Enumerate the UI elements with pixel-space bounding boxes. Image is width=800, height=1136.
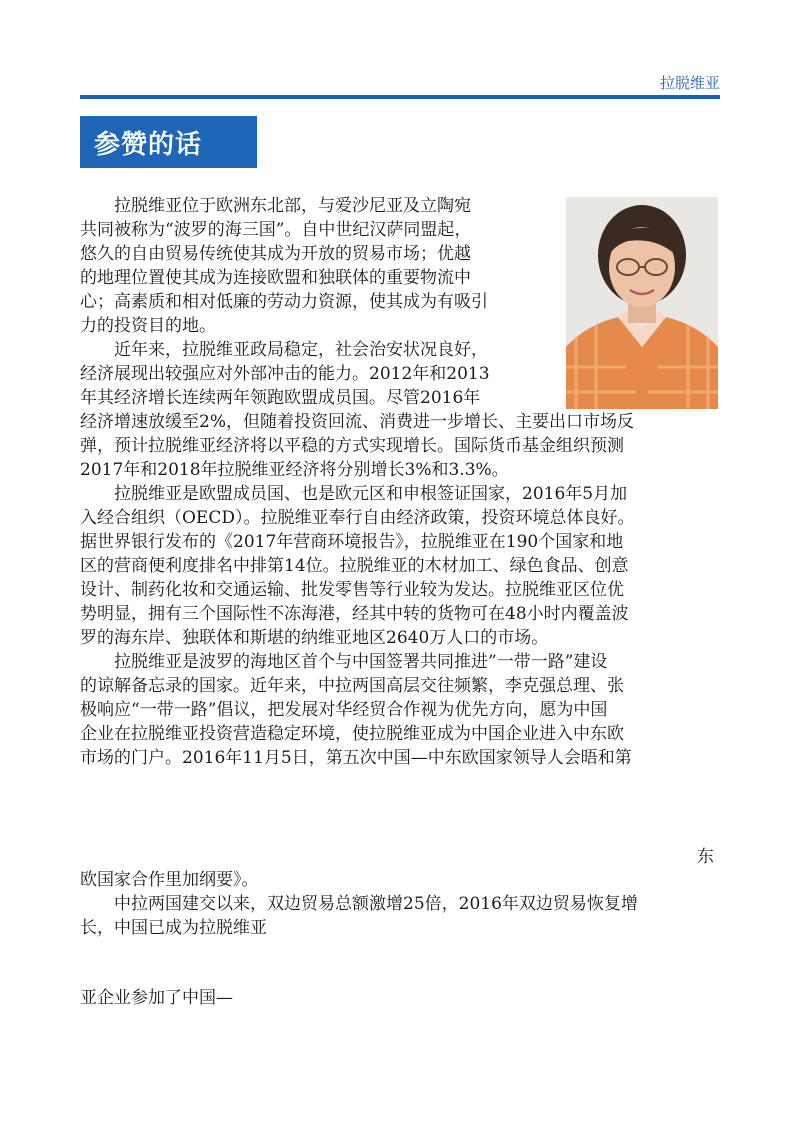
text-line: 拉脱维亚是波罗的海地区首个与中国签署共同推进”一带一路”建设: [114, 652, 608, 672]
text-line: 设计、制药化妆和交通运输、批发零售等行业较为发达。拉脱维亚区位优: [80, 580, 624, 600]
text-line: 的地理位置使其成为连接欧盟和独联体的重要物流中: [80, 268, 471, 288]
text-line: 据世界银行发布的《2017年营商环境报告》，拉脱维亚在190个国家和地: [80, 532, 624, 552]
text-line: 拉脱维亚位于欧洲东北部，与爱沙尼亚及立陶宛: [114, 196, 471, 216]
continuation-paragraph: [80, 698, 632, 770]
text-line: 拉脱维亚是欧盟成员国、也是欧元区和申根签证国家，2016年5月加: [114, 484, 628, 504]
text-line: 罗的海东岸、独联体和斯堪的纳维亚地区2640万人口的市场。: [80, 628, 549, 648]
text-line: 的谅解备忘录的国家。近年来，中拉两国高层交往频繁，李克强总理、张: [80, 676, 624, 696]
text-line: 弹，预计拉脱维亚经济将以平稳的方式实现增长。国际货币基金组织预测: [80, 436, 624, 456]
text-line: 欧国家合作里加纲要》。: [80, 870, 259, 890]
orphan-char: 东: [697, 847, 714, 867]
text-line: 2017年和2018年拉脱维亚经济将分别增长3%和3.3%。: [80, 460, 509, 480]
header-title: 拉脱维亚: [659, 75, 720, 92]
text-line: 市场的门户。2016年11月5日，第五次中国—中东欧国家领导人会晤和第: [80, 748, 632, 768]
text-line: 中拉两国建交以来，双边贸易总额激增25倍，2016年双边贸易恢复增: [114, 894, 638, 914]
text-line: 入经合组织（OECD）。拉脱维亚奉行自由经济政策，投资环境总体良好。: [80, 508, 635, 528]
text-line: 力的投资目的地。: [80, 316, 216, 336]
text-line: 年其经济增长连续两年领跑欧盟成员国。尽管2016年: [80, 388, 481, 408]
body-paragraphs: [80, 194, 634, 698]
text-line: 经济展现出较强应对外部冲击的能力。2012年和2013: [80, 364, 490, 384]
text-line: 心；高素质和相对低廉的劳动力资源，使其成为有吸引: [80, 292, 488, 312]
text-line: 共同被称为“波罗的海三国”。自中世纪汉萨同盟起，: [80, 220, 472, 240]
text-line: 区的营商便利度排名中排第14位。拉脱维亚的木材加工、绿色食品、创意: [80, 556, 629, 576]
final-paragraph: [80, 868, 638, 940]
text-line: 长，中国已成为拉脱维亚: [80, 918, 267, 938]
section-title: 参赞的话: [94, 130, 203, 160]
text-line: 企业在拉脱维亚投资营造稳定环境，使拉脱维亚成为中国企业进入中东欧: [80, 724, 624, 744]
header-divider: [80, 95, 720, 99]
section-banner: [80, 116, 257, 168]
text-line: 近年来，拉脱维亚政局稳定，社会治安状况良好，: [114, 340, 488, 360]
text-line: 悠久的自由贸易传统使其成为开放的贸易市场；优越: [80, 244, 471, 264]
end-line: 亚企业参加了中国—: [80, 988, 233, 1008]
text-line: 经济增速放缓至2%，但随着投资回流、消费进一步增长、主要出口市场反: [80, 412, 634, 432]
text-line: 势明显，拥有三个国际性不冻海港，经其中转的货物可在48小时内覆盖波: [80, 604, 629, 624]
text-line: 极响应“一带一路”倡议，把发展对华经贸合作视为优先方向，愿为中国: [80, 700, 608, 720]
